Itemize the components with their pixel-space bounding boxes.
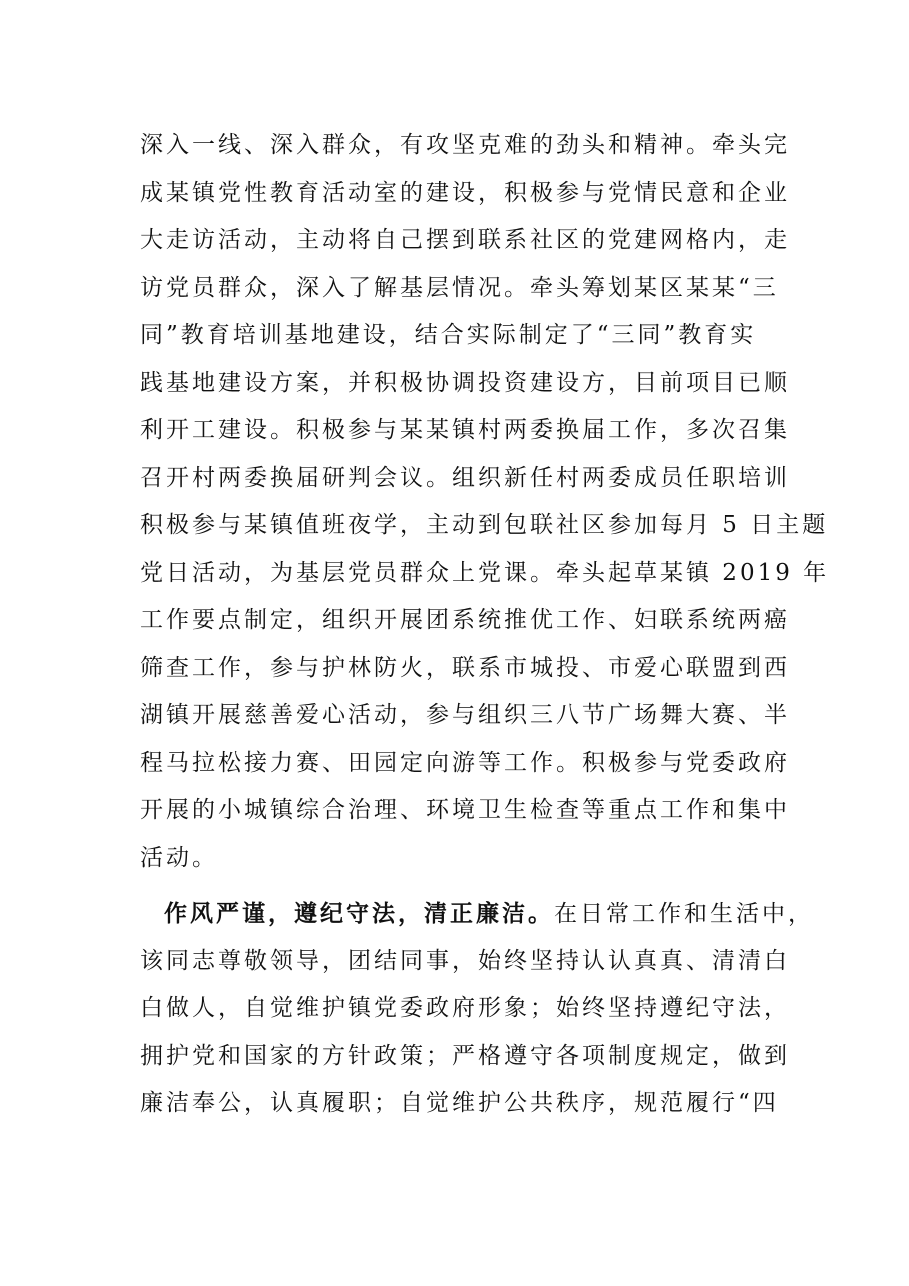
paragraph-line: 白做人，自觉维护镇党委政府形象；始终坚持遵纪守法， — [140, 995, 790, 1021]
paragraph-line: 筛查工作，参与护林防火，联系市城投、市爱心联盟到西 — [140, 654, 790, 681]
paragraph-line: 程马拉松接力赛、田园定向游等工作。积极参与党委政府 — [140, 749, 790, 776]
paragraph-1 — [140, 122, 830, 882]
paragraph-line: 深入一线、深入群众，有攻坚克难的劲头和精神。牵头完 — [140, 132, 790, 158]
paragraph-heading: 作风严谨，遵纪守法，清正廉洁。 — [164, 900, 554, 927]
paragraph-line: 召开村两委换届研判会议。组织新任村两委成员任职培训 — [140, 464, 790, 491]
paragraph-line: 开展的小城镇综合治理、环境卫生检查等重点工作和集中 — [140, 797, 790, 823]
paragraph-2 — [140, 890, 814, 1128]
paragraph-line: 拥护党和国家的方针政策；严格遵守各项制度规定，做到 — [140, 1042, 790, 1069]
paragraph-line: 同”教育培训基地建设，结合实际制定了“三同”教育实 — [140, 322, 757, 348]
paragraph-line: 廉洁奉公，认真履职；自觉维护公共秩序，规范履行“四 — [140, 1090, 779, 1116]
paragraph-line: 践基地建设方案，并积极协调投资建设方，目前项目已顺 — [140, 369, 790, 396]
paragraph-spacer — [140, 882, 790, 890]
paragraph-line: 活动。 — [140, 844, 218, 871]
paragraph-line: 大走访活动，主动将自己摆到联系社区的党建网格内，走 — [140, 227, 790, 253]
paragraph-line: 湖镇开展慈善爱心活动，参与组织三八节广场舞大赛、半 — [140, 702, 790, 728]
paragraph-line: 党日活动，为基层党员群众上党课。牵头起草某镇 2019 年 — [140, 559, 830, 586]
paragraph-line: 利开工建设。积极参与某某镇村两委换届工作，多次召集 — [140, 417, 790, 443]
body-text — [140, 122, 830, 1128]
paragraph-line: 访党员群众，深入了解基层情况。牵头筹划某区某某“三 — [140, 274, 779, 301]
paragraph-line: 成某镇党性教育活动室的建设，积极参与党情民意和企业 — [140, 179, 790, 206]
paragraph-line: 该同志尊敬领导，团结同事，始终坚持认认真真、清清白 — [140, 947, 790, 974]
paragraph-first-line — [140, 890, 814, 938]
paragraph-line: 积极参与某镇值班夜学，主动到包联社区参加每月 5 日主题 — [140, 512, 829, 538]
paragraph-line: 工作要点制定，组织开展团系统推优工作、妇联系统两癌 — [140, 607, 790, 633]
paragraph-line-rest: 在日常工作和生活中， — [554, 901, 814, 927]
